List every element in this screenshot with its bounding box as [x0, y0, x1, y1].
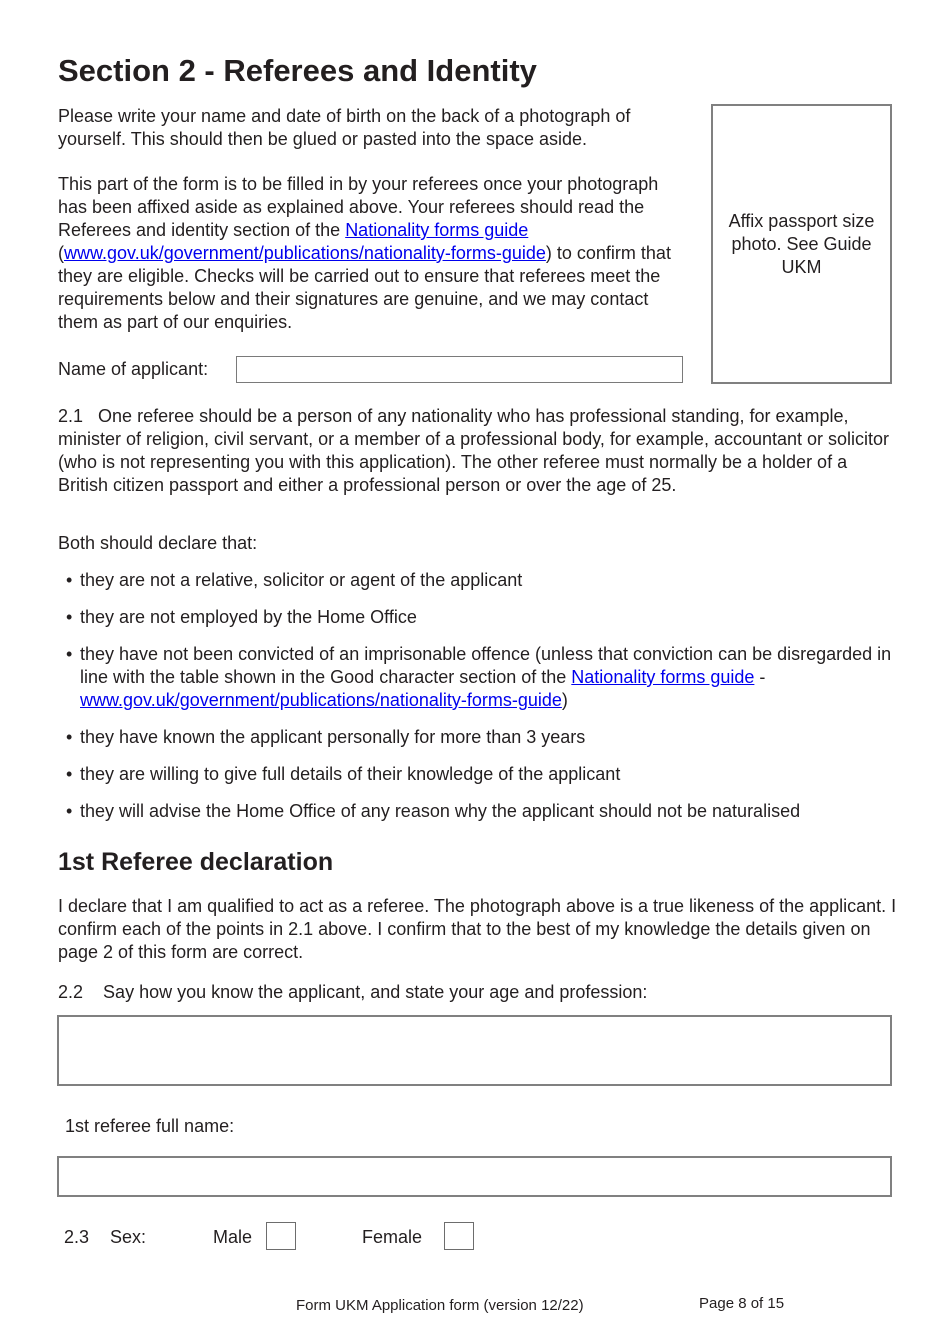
- nationality-forms-guide-url-link[interactable]: www.gov.uk/government/publications/nationality-forms-guide: [64, 243, 546, 263]
- bullet-separator: -: [754, 667, 766, 687]
- q22-text: Say how you know the applicant, and state your age and profession:: [103, 982, 648, 1002]
- referee1-declaration: I declare that I am qualified to act as a referee. The photograph above is a true likeness of the applicant. I confirm each of the points in 2.1 above. I confirm that to the best of my knowledge the details given on page 2 of this form are correct.: [58, 896, 897, 962]
- list-item: [58, 800, 898, 823]
- q22-answer-input[interactable]: [57, 1015, 892, 1086]
- referee1-fullname-label: 1st referee full name:: [65, 1116, 235, 1136]
- both-declare-text: Both should declare that:: [58, 533, 258, 553]
- bullet-text: they are not employed by the Home Office: [80, 607, 417, 627]
- q21-body: One referee should be a person of any nationality who has professional standing, for example, minister of religion, civil servant, or a member of a professional body, for example, accountant or solicitor (who is not representing you with this application). The other referee must normally be a holder of a British citizen passport and either a professional person or over the age of 25.: [58, 406, 890, 495]
- applicant-name-label: Name of applicant:: [58, 359, 209, 379]
- section-title: Section 2 - Referees and Identity: [58, 53, 537, 88]
- bullet-text: they are willing to give full details of their knowledge of the applicant: [80, 764, 621, 784]
- intro-paragraph-2: [58, 173, 683, 334]
- bullet-close-paren: ): [561, 690, 568, 710]
- q22-number: 2.2: [58, 982, 84, 1002]
- referee1-fullname-input[interactable]: [57, 1156, 892, 1197]
- intro-paragraph-1: Please write your name and date of birth on the back of a photograph of yourself. This should then be glued or pasted into the space aside.: [58, 106, 631, 149]
- footer-form-name: Form UKM Application form (version 12/22): [296, 1297, 584, 1314]
- bullet-icon: •: [66, 644, 73, 664]
- bullet-icon: •: [66, 570, 73, 590]
- male-checkbox[interactable]: [266, 1222, 296, 1250]
- bullet-icon: •: [66, 607, 73, 627]
- list-item: [58, 643, 898, 712]
- male-label: Male: [213, 1227, 253, 1247]
- bullet-icon: •: [66, 801, 73, 821]
- bullet-icon: •: [66, 764, 73, 784]
- nationality-forms-guide-link[interactable]: Nationality forms guide: [345, 220, 529, 240]
- q21-text: [58, 405, 898, 497]
- bullet-text: they have not been convicted of an imprisonable offence (unless that conviction can be disregarded in line with the table shown in the Good character section of the: [80, 644, 892, 687]
- sex-label: Sex:: [110, 1227, 147, 1247]
- declaration-bullet-list: [58, 569, 898, 837]
- referee1-heading: 1st Referee declaration: [58, 848, 334, 876]
- bullet-text: they will advise the Home Office of any reason why the applicant should not be naturalised: [80, 801, 801, 821]
- bullet-icon: •: [66, 727, 73, 747]
- female-label: Female: [362, 1227, 423, 1247]
- q21-number: 2.1: [58, 406, 84, 426]
- female-checkbox[interactable]: [444, 1222, 474, 1250]
- footer-page-number: Page 8 of 15: [699, 1295, 785, 1312]
- intro-text-a: This part of the form is to be filled in by your referees once your photograph has been affixed aside as explained above. Your referees should read the Referees and identity section of the: [58, 174, 659, 240]
- passport-photo-box[interactable]: [711, 104, 892, 384]
- list-item: [58, 763, 898, 786]
- nationality-forms-guide-link[interactable]: Nationality forms guide: [571, 667, 755, 687]
- list-item: [58, 606, 898, 629]
- bullet-text: they are not a relative, solicitor or agent of the applicant: [80, 570, 523, 590]
- intro-text-c: ) to confirm that they are eligible. Checks will be carried out to ensure that referees meet the requirements below and their signatures are genuine, and we may contact them as part of our enquiries.: [58, 243, 671, 332]
- applicant-name-input[interactable]: [236, 356, 683, 383]
- q22-question: [58, 981, 898, 1004]
- list-item: [58, 726, 898, 749]
- bullet-text: they have known the applicant personally for more than 3 years: [80, 727, 586, 747]
- list-item: [58, 569, 898, 592]
- photo-box-label: Affix passport size photo. See Guide UKM: [728, 210, 875, 277]
- q23-number: 2.3: [64, 1227, 90, 1247]
- nationality-forms-guide-url-link[interactable]: www.gov.uk/government/publications/nationality-forms-guide: [80, 690, 562, 710]
- intro-text-b: (: [58, 243, 64, 263]
